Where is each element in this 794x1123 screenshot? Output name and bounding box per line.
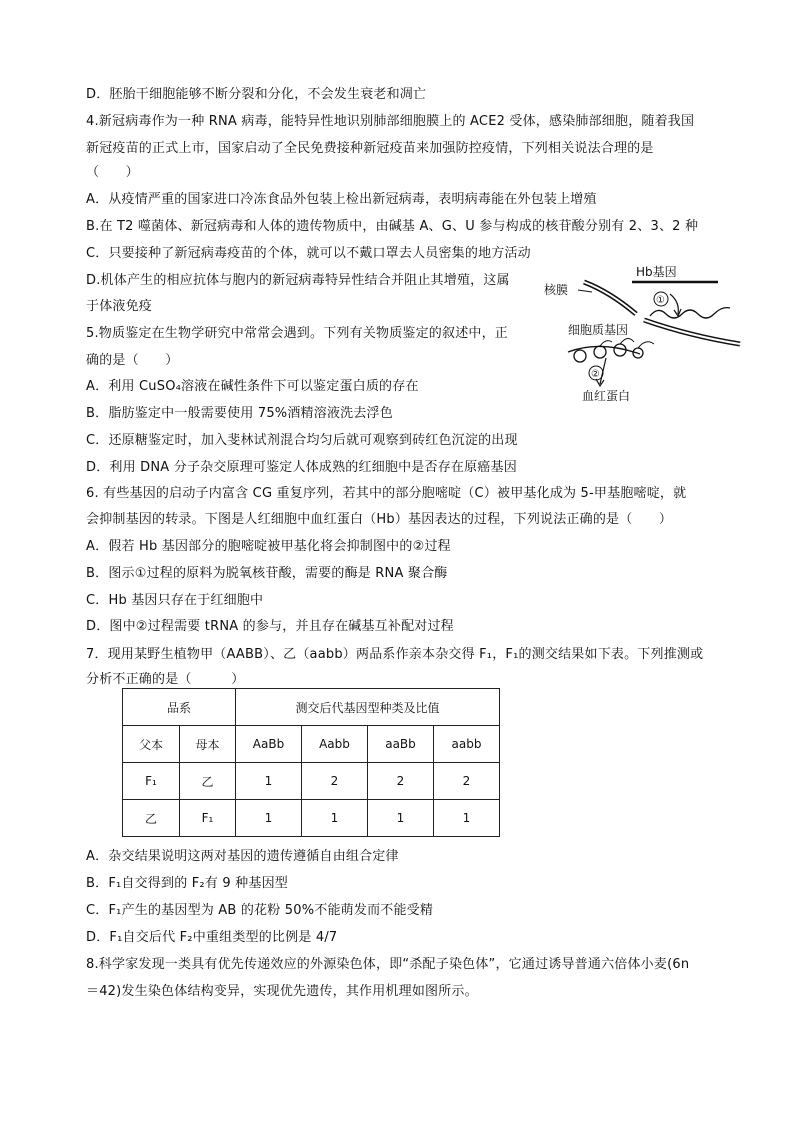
step2-arrow	[600, 358, 606, 384]
table-subheader-row	[123, 726, 500, 763]
table-header-row	[123, 689, 500, 726]
option-b-q7: B．F₁自交得到的 F₂有 9 种基因型	[86, 876, 288, 891]
ribosome-2	[594, 346, 606, 358]
nuclear-membrane-outer	[584, 282, 636, 314]
option-c-q5: C．还原糖鉴定时，加入斐林试剂混合均匀后就可观察到砖红色沉淀的出现	[86, 433, 518, 448]
header-mother: 母本	[180, 726, 236, 763]
header-result: 测交后代基因型种类及比值	[236, 689, 500, 726]
option-b-q6: B．图示①过程的原料为脱氧核苷酸，需要的酶是 RNA 聚合酶	[86, 566, 448, 581]
ribosome-1	[574, 350, 586, 362]
ratio-cell: 1	[368, 800, 434, 837]
genotype-header: Aabb	[302, 726, 368, 763]
ratio-cell: 1	[236, 800, 302, 837]
testcross-results-table	[122, 688, 500, 837]
step1-arrowhead	[674, 309, 681, 316]
option-c-q4: C．只要接种了新冠病毒疫苗的个体，就可以不戴口罩去人员密集的地方活动	[86, 246, 531, 261]
question-4-stem: 4.新冠病毒作为一种 RNA 病毒，能特异性地识别肺部细胞膜上的 ACE2 受体，感染肺部细胞，随着我国	[86, 114, 695, 129]
father-cell: 乙	[123, 800, 180, 837]
hb-gene-label: Hb基因	[636, 265, 677, 279]
step2-label: ②	[591, 369, 600, 380]
question-5-stem: 5.物质鉴定在生物学研究中常常会遇到。下列有关物质鉴定的叙述中，正	[86, 326, 509, 341]
option-a-q5: A．利用 CuSO₄溶液在碱性条件下可以鉴定蛋白质的存在	[86, 379, 419, 394]
question-6-stem-cont: 会抑制基因的转录。下图是人红细胞中血红蛋白（Hb）基因表达的过程，下列说法正确的是（ ）	[86, 512, 673, 527]
option-c-q6: C．Hb 基因只存在于红细胞中	[86, 593, 264, 608]
question-8-stem-cont: ＝42)发生染色体结构变异，实现优先遗传，其作用机理如图所示。	[86, 984, 478, 999]
answer-blank: （ ）	[86, 165, 139, 180]
cytoplasm-gene-label: 细胞质基因	[568, 323, 629, 337]
option-a-q4: A．从疫情严重的国家进口冷冻食品外包装上检出新冠病毒，表明病毒能在外包装上增殖	[86, 192, 597, 207]
option-d-q3: D．胚胎干细胞能够不断分裂和分化，不会发生衰老和凋亡	[86, 87, 427, 102]
ratio-cell: 1	[434, 800, 500, 837]
mrna-strand	[650, 308, 730, 318]
question-8-stem: 8.科学家发现一类具有优先传递效应的外源染色体，即“杀配子染色体”，它通过诱导普通六倍体小麦(6n	[86, 957, 690, 972]
genotype-header: aabb	[434, 726, 500, 763]
question-5-stem-cont: 确的是（ ）	[86, 353, 179, 368]
peptide-2	[620, 338, 634, 344]
option-d-q5: D．利用 DNA 分子杂交原理可鉴定人体成熟的红细胞中是否存在原癌基因	[86, 460, 517, 475]
question-7-stem: 7．现用某野生植物甲（AABB）、乙（aabb）两品系作亲本杂交得 F₁，F₁的测交结果如下表。下列推测或	[86, 647, 704, 662]
option-d-q4: D.机体产生的相应抗体与胞内的新冠病毒特异性结合并阻止其增殖，这属	[86, 273, 510, 288]
ratio-cell: 2	[302, 763, 368, 800]
ratio-cell: 1	[302, 800, 368, 837]
option-d-q7: D．F₁自交后代 F₂中重组类型的比例是 4/7	[86, 930, 338, 945]
option-d-q6: D．图中②过程需要 tRNA 的参与，并且存在碱基互补配对过程	[86, 619, 454, 634]
genotype-header: aaBb	[368, 726, 434, 763]
option-b-q5: B．脂肪鉴定中一般需要使用 75%酒精溶液洗去浮色	[86, 406, 393, 421]
option-a-q7: A．杂交结果说明这两对基因的遗传遵循自由组合定律	[86, 849, 399, 864]
step1-label: ①	[656, 295, 665, 306]
option-d-q4-cont: 于体液免疫	[86, 299, 153, 314]
genotype-header: AaBb	[236, 726, 302, 763]
option-b-q4: B.在 T2 噬菌体、新冠病毒和人体的遗传物质中，由碱基 A、G、U 参与构成的核苷酸分别有 2、3、2 种	[86, 219, 699, 234]
question-4-stem-cont: 新冠疫苗的正式上市，国家启动了全民免费接种新冠疫苗来加强防控疫情，下列相关说法合理的是	[86, 141, 654, 156]
table-row	[123, 800, 500, 837]
ratio-cell: 2	[434, 763, 500, 800]
question-6-stem: 6. 有些基因的启动子内富含 CG 重复序列，若其中的部分胞嘧啶（C）被甲基化成为 5-甲基胞嘧啶，就	[86, 486, 687, 501]
mother-cell: F₁	[180, 800, 236, 837]
hemoglobin-label: 血红蛋白	[582, 389, 631, 403]
membrane-pointer	[578, 290, 592, 292]
header-strain: 品系	[123, 689, 236, 726]
father-cell: F₁	[123, 763, 180, 800]
ratio-cell: 2	[368, 763, 434, 800]
nuclear-membrane-label: 核膜	[544, 283, 569, 297]
table-row	[123, 763, 500, 800]
peptide-1	[600, 341, 612, 346]
ratio-cell: 1	[236, 763, 302, 800]
mother-cell: 乙	[180, 763, 236, 800]
hb-expression-diagram	[540, 258, 745, 408]
header-father: 父本	[123, 726, 180, 763]
option-c-q7: C．F₁产生的基因型为 AB 的花粉 50%不能萌发而不能受精	[86, 903, 434, 918]
peptide-3	[638, 342, 654, 348]
question-7-stem-cont: 分析不正确的是（ ）	[86, 672, 245, 687]
nuclear-membrane-lower	[644, 320, 740, 344]
option-a-q6: A．假若 Hb 基因部分的胞嘧啶被甲基化将会抑制图中的②过程	[86, 539, 451, 554]
